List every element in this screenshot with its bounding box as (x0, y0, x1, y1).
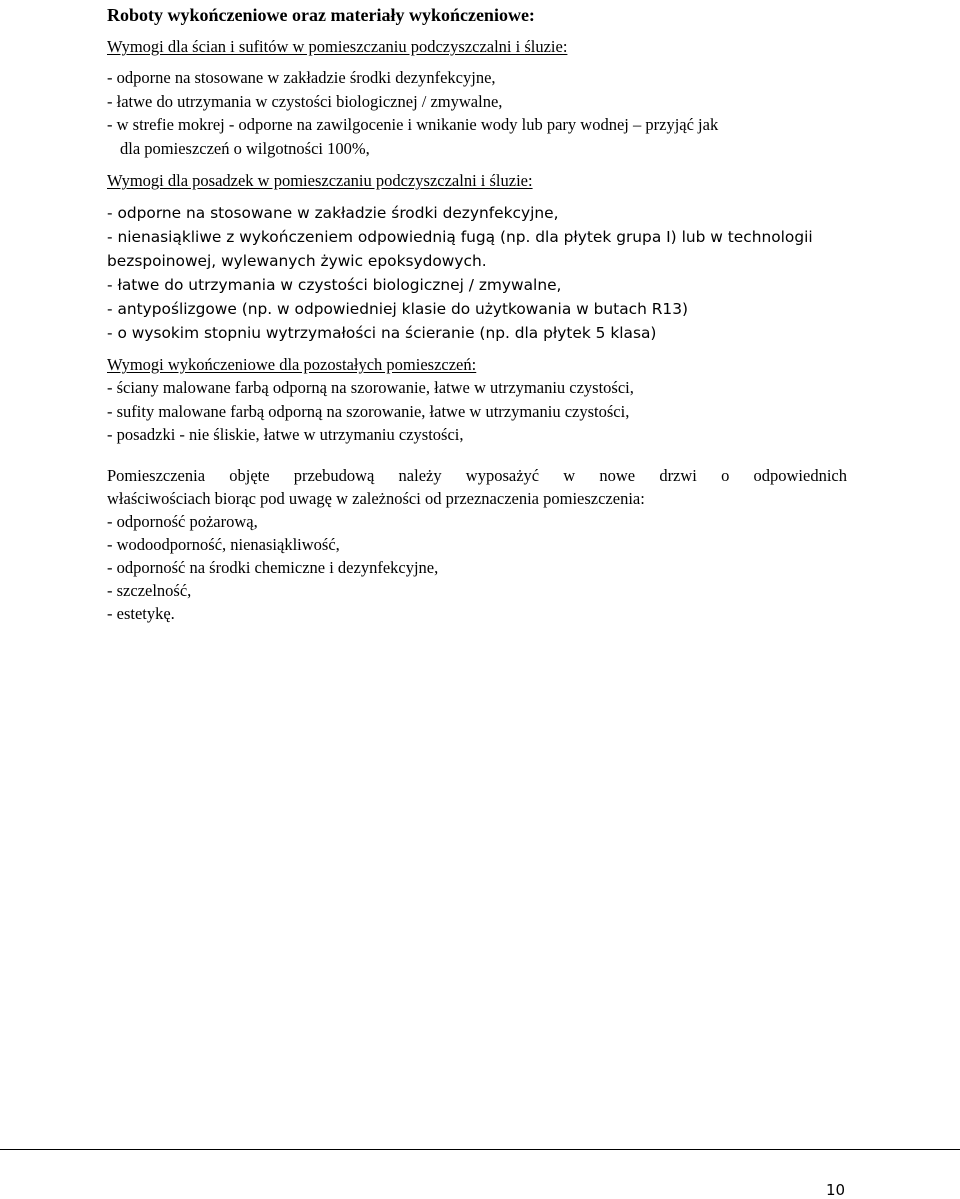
list-item: - posadzki - nie śliskie, łatwe w utrzymaniu czystości, (107, 425, 464, 444)
document-title: Roboty wykończeniowe oraz materiały wykończeniowe: (107, 5, 535, 25)
list-item: - wodoodporność, nienasiąkliwość, (107, 535, 340, 554)
list-item: - łatwe do utrzymania w czystości biologicznej / zmywalne, (107, 92, 503, 111)
list-item: - sufity malowane farbą odporną na szorowanie, łatwe w utrzymaniu czystości, (107, 402, 630, 421)
list-item: - antypoślizgowe (np. w odpowiedniej klasie do użytkowania w butach R13) (107, 300, 689, 318)
list-item-continuation: dla pomieszczeń o wilgotności 100%, (120, 139, 370, 158)
list-item: - w strefie mokrej - odporne na zawilgocenie i wnikanie wody lub pary wodnej – przyjąć jak (107, 115, 719, 134)
doors-paragraph-line2: właściwościach biorąc pod uwagę w zależności od przeznaczenia pomieszczenia: (107, 489, 645, 508)
page-number: 10 (826, 1181, 846, 1199)
list-item: - odporność pożarową, (107, 512, 258, 531)
footer-divider (0, 1149, 960, 1150)
list-item: - o wysokim stopniu wytrzymałości na ścieranie (np. dla płytek 5 klasa) (107, 324, 657, 342)
list-item: - szczelność, (107, 581, 192, 600)
list-item: - odporne na stosowane w zakładzie środki dezynfekcyjne, (107, 204, 559, 222)
doors-paragraph-line1: Pomieszczenia objęte przebudową należy wyposażyć w nowe drzwi o odpowiednich (107, 466, 847, 485)
section-heading-walls: Wymogi dla ścian i sufitów w pomieszczaniu podczyszczalni i śluzie: (107, 37, 568, 56)
list-item: - estetykę. (107, 604, 175, 623)
list-item: - ściany malowane farbą odporną na szorowanie, łatwe w utrzymaniu czystości, (107, 378, 634, 397)
list-item: - łatwe do utrzymania w czystości biologicznej / zmywalne, (107, 276, 562, 294)
list-item: - odporne na stosowane w zakładzie środki dezynfekcyjne, (107, 68, 496, 87)
section-heading-floors: Wymogi dla posadzek w pomieszczaniu podczyszczalni i śluzie: (107, 171, 533, 190)
list-item: - nienasiąkliwe z wykończeniem odpowiednią fugą (np. dla płytek grupa I) lub w technologii (107, 228, 813, 246)
section-heading-other-rooms: Wymogi wykończeniowe dla pozostałych pomieszczeń: (107, 355, 477, 374)
list-item: - odporność na środki chemiczne i dezynfekcyjne, (107, 558, 439, 577)
list-item-continuation: bezspoinowej, wylewanych żywic epoksydowych. (107, 252, 487, 270)
